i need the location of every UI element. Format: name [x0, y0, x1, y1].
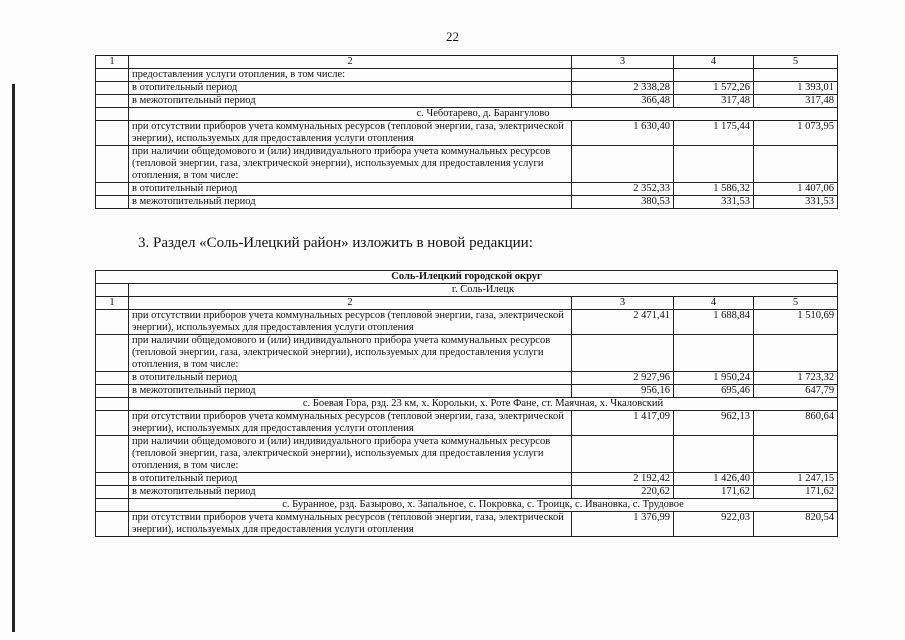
- row-description: при наличии общедомового и (или) индивидуального прибора учета коммунальных ресурсов (тепловой энергии, газа, электрической энергии), используемых для предоставления услуги отопления, в том числе:: [129, 335, 572, 372]
- table-row: [96, 69, 838, 82]
- row-number-cell: [96, 372, 129, 385]
- tariff-column-3: [572, 146, 674, 183]
- tariff-table-continued: [95, 55, 838, 209]
- locality-row: [96, 398, 838, 411]
- table-row: [96, 436, 838, 473]
- locality-name: с. Буранное, рзд. Базырово, х. Запальное, с. Покровка, с. Троицк, с. Ивановка, с. Трудовое: [129, 499, 838, 512]
- row-description: при наличии общедомового и (или) индивидуального прибора учета коммунальных ресурсов (тепловой энергии, газа, электрической энергии), используемых для предоставления услуги отопления, в том числе:: [129, 146, 572, 183]
- row-description: в отопительный период: [129, 183, 572, 196]
- tariff-column-5: 820,54: [754, 512, 838, 537]
- empty-cell: [96, 499, 129, 512]
- row-description: в межотопительный период: [129, 486, 572, 499]
- district-row: [96, 271, 838, 284]
- tariff-column-3: 380,53: [572, 196, 674, 209]
- tariff-column-5: [754, 69, 838, 82]
- tariff-column-3: 1 630,40: [572, 121, 674, 146]
- row-number-cell: [96, 335, 129, 372]
- column-number-3: 3: [572, 297, 674, 310]
- tariff-column-3: 2 192,42: [572, 473, 674, 486]
- tariff-column-3: 2 471,41: [572, 310, 674, 335]
- table-row: [96, 146, 838, 183]
- tariff-column-5: 860,64: [754, 411, 838, 436]
- row-number-cell: [96, 121, 129, 146]
- tariff-column-5: [754, 335, 838, 372]
- tariff-column-4: 1 586,32: [674, 183, 754, 196]
- column-number-2: 2: [129, 297, 572, 310]
- tariff-column-3: 2 927,96: [572, 372, 674, 385]
- row-description: при отсутствии приборов учета коммунальных ресурсов (тепловой энергии, газа, электрической энергии), используемых для предоставления услуги отопления: [129, 310, 572, 335]
- row-number-cell: [96, 95, 129, 108]
- left-margin-line: [12, 84, 15, 632]
- row-description: в отопительный период: [129, 473, 572, 486]
- district-name: Соль-Илецкий городской округ: [96, 271, 838, 284]
- table-row: [96, 473, 838, 486]
- table-row: [96, 486, 838, 499]
- row-number-cell: [96, 82, 129, 95]
- empty-cell: [96, 108, 129, 121]
- tariff-column-5: 1 407,06: [754, 183, 838, 196]
- tariff-column-3: 366,48: [572, 95, 674, 108]
- tariff-column-4: 1 950,24: [674, 372, 754, 385]
- tariff-column-4: 962,13: [674, 411, 754, 436]
- tariff-column-3: [572, 436, 674, 473]
- row-description: при отсутствии приборов учета коммунальных ресурсов (тепловой энергии, газа, электрической энергии), используемых для предоставления услуги отопления: [129, 512, 572, 537]
- row-description: в отопительный период: [129, 82, 572, 95]
- tariff-column-4: 1 572,26: [674, 82, 754, 95]
- tariff-column-4: 331,53: [674, 196, 754, 209]
- table-row: [96, 121, 838, 146]
- table-row: [96, 411, 838, 436]
- tariff-column-5: 1 073,95: [754, 121, 838, 146]
- tariff-column-3: 220,62: [572, 486, 674, 499]
- row-description: в межотопительный период: [129, 196, 572, 209]
- empty-cell: [96, 284, 129, 297]
- locality-name: с. Боевая Гора, рзд. 23 км, х. Корольки, х. Роте Фане, ст. Маячная, х. Чкаловский: [129, 398, 838, 411]
- row-number-cell: [96, 196, 129, 209]
- column-number-4: 4: [674, 56, 754, 69]
- table-row: [96, 512, 838, 537]
- row-description: в отопительный период: [129, 372, 572, 385]
- tariff-column-4: 1 175,44: [674, 121, 754, 146]
- row-number-cell: [96, 183, 129, 196]
- column-number-3: 3: [572, 56, 674, 69]
- row-description: при наличии общедомового и (или) индивидуального прибора учета коммунальных ресурсов (тепловой энергии, газа, электрической энергии), используемых для предоставления услуги отопления, в том числе:: [129, 436, 572, 473]
- row-number-cell: [96, 69, 129, 82]
- tariff-column-5: 331,53: [754, 196, 838, 209]
- table-row: [96, 372, 838, 385]
- city-name: г. Соль-Илецк: [129, 284, 838, 297]
- empty-cell: [96, 398, 129, 411]
- tariff-column-5: 1 247,15: [754, 473, 838, 486]
- row-description: при отсутствии приборов учета коммунальных ресурсов (тепловой энергии, газа, электрической энергии), используемых для предоставления услуги отопления: [129, 121, 572, 146]
- tariff-column-3: 956,16: [572, 385, 674, 398]
- page-number: 22: [446, 29, 459, 44]
- sol-iletsk-tariff-table: [95, 270, 838, 537]
- tariff-column-5: [754, 436, 838, 473]
- tariff-column-5: 171,62: [754, 486, 838, 499]
- section-heading: 3. Раздел «Соль-Илецкий район» изложить в новой редакции:: [138, 235, 533, 251]
- table-row: [96, 196, 838, 209]
- column-number-5: 5: [754, 56, 838, 69]
- tariff-column-4: 171,62: [674, 486, 754, 499]
- column-number-2: 2: [129, 56, 572, 69]
- row-description: в межотопительный период: [129, 385, 572, 398]
- row-number-cell: [96, 411, 129, 436]
- column-number-row: [96, 297, 838, 310]
- table-row: [96, 82, 838, 95]
- tariff-column-3: [572, 335, 674, 372]
- row-number-cell: [96, 385, 129, 398]
- tariff-column-4: [674, 69, 754, 82]
- tariff-column-5: [754, 146, 838, 183]
- table-row: [96, 95, 838, 108]
- column-number-row: [96, 56, 838, 69]
- locality-name: с. Чеботарево, д. Барангулово: [129, 108, 838, 121]
- table-row: [96, 183, 838, 196]
- row-description: в межотопительный период: [129, 95, 572, 108]
- tariff-column-3: 1 417,09: [572, 411, 674, 436]
- tariff-column-4: [674, 335, 754, 372]
- locality-row: [96, 108, 838, 121]
- column-number-1: 1: [96, 297, 129, 310]
- tariff-column-5: 1 723,32: [754, 372, 838, 385]
- tariff-column-3: 2 338,28: [572, 82, 674, 95]
- table-body: [96, 56, 838, 209]
- tariff-column-3: 1 376,99: [572, 512, 674, 537]
- tariff-column-3: [572, 69, 674, 82]
- column-number-1: 1: [96, 56, 129, 69]
- table-row: [96, 335, 838, 372]
- tariff-column-5: 1 393,01: [754, 82, 838, 95]
- city-row: [96, 284, 838, 297]
- column-number-4: 4: [674, 297, 754, 310]
- row-description: при отсутствии приборов учета коммунальных ресурсов (тепловой энергии, газа, электрической энергии), используемых для предоставления услуги отопления: [129, 411, 572, 436]
- tariff-column-4: 1 688,84: [674, 310, 754, 335]
- tariff-column-5: 647,79: [754, 385, 838, 398]
- row-description: предоставления услуги отопления, в том числе:: [129, 69, 572, 82]
- row-number-cell: [96, 512, 129, 537]
- row-number-cell: [96, 310, 129, 335]
- tariff-column-4: [674, 146, 754, 183]
- row-number-cell: [96, 146, 129, 183]
- tariff-column-5: 1 510,69: [754, 310, 838, 335]
- row-number-cell: [96, 473, 129, 486]
- row-number-cell: [96, 436, 129, 473]
- table-row: [96, 385, 838, 398]
- table-body: [96, 271, 838, 537]
- tariff-column-4: 1 426,40: [674, 473, 754, 486]
- tariff-column-4: 317,48: [674, 95, 754, 108]
- column-number-5: 5: [754, 297, 838, 310]
- tariff-column-4: [674, 436, 754, 473]
- tariff-column-4: 922,03: [674, 512, 754, 537]
- locality-row: [96, 499, 838, 512]
- tariff-column-5: 317,48: [754, 95, 838, 108]
- tariff-column-4: 695,46: [674, 385, 754, 398]
- tariff-column-3: 2 352,33: [572, 183, 674, 196]
- table-row: [96, 310, 838, 335]
- row-number-cell: [96, 486, 129, 499]
